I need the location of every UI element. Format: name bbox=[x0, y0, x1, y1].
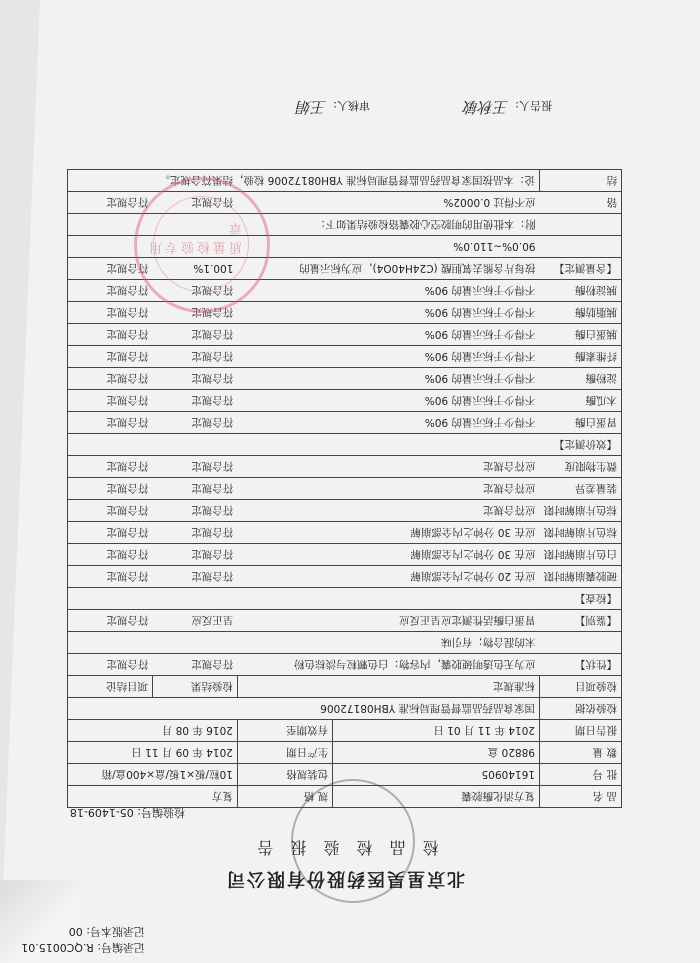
conclusion-text: 论：本品按国家食品药品监督管理局标准 YBH08172006 检验，结果符合规定。 bbox=[68, 170, 540, 192]
result-value: 符合规定 bbox=[152, 346, 237, 368]
basis-label: 检验依据 bbox=[540, 698, 622, 720]
stamp-text: 质量检验专用章 bbox=[145, 220, 242, 254]
result-item: 木瓜酶 bbox=[540, 390, 622, 412]
result-item: 纤维素酶 bbox=[540, 346, 622, 368]
result-conclusion: 符合规定 bbox=[68, 192, 153, 214]
result-item: 【含量测定】 bbox=[540, 258, 622, 280]
result-item: 硬胶囊崩解时限 bbox=[540, 566, 622, 588]
company-name: 北京星昊医药股份有限公司 bbox=[225, 868, 465, 889]
result-standard: 按每片含熊去氧胆酸 (C24H40O4)，应为标示量的 bbox=[237, 258, 539, 280]
info-row-report-date bbox=[68, 720, 622, 742]
info-row-quantity bbox=[68, 742, 622, 764]
result-row bbox=[68, 478, 622, 500]
result-item: 胰蛋白酶 bbox=[540, 324, 622, 346]
result-conclusion: 符合规定 bbox=[68, 412, 153, 434]
result-row bbox=[68, 522, 622, 544]
info-row-batch bbox=[68, 764, 622, 786]
production-date-value: 2014 年 09 月 11 日 bbox=[68, 742, 238, 764]
result-standard: 应在 20 分钟之内全部崩解 bbox=[237, 566, 539, 588]
reviewer-name: 王娟 bbox=[296, 98, 327, 116]
result-standard: 应为无色透明硬胶囊，内容物：白色颗粒与淡棕色粉 bbox=[237, 654, 539, 676]
quantity-label: 数 量 bbox=[540, 742, 622, 764]
result-row bbox=[68, 566, 622, 588]
result-value bbox=[152, 588, 237, 610]
test-number: 检验编号: 05-1409-18 bbox=[69, 806, 185, 819]
result-item: 【鉴别】 bbox=[540, 610, 622, 632]
result-standard: 不得少于标示量的 90% bbox=[237, 412, 539, 434]
result-conclusion: 符合规定 bbox=[68, 346, 153, 368]
result-value bbox=[152, 434, 237, 456]
result-row bbox=[68, 302, 622, 324]
result-conclusion: 符合规定 bbox=[68, 610, 153, 632]
result-standard: 应符合规定 bbox=[237, 478, 539, 500]
basis-value: 国家食品药品监督管理局标准 YBH08172006 bbox=[68, 698, 540, 720]
spec-label: 规 格 bbox=[237, 786, 332, 808]
result-conclusion bbox=[68, 434, 153, 456]
result-value: 符合规定 bbox=[152, 544, 237, 566]
result-value: 符合规定 bbox=[152, 368, 237, 390]
result-item bbox=[540, 214, 622, 236]
quantity-value: 98820 盒 bbox=[333, 742, 540, 764]
result-header-row bbox=[68, 676, 622, 698]
result-item: 棕色片崩解时限 bbox=[540, 522, 622, 544]
result-row bbox=[68, 390, 622, 412]
result-standard: 应不得过 0.0002% bbox=[237, 192, 539, 214]
result-value: 符合规定 bbox=[152, 500, 237, 522]
result-value: 呈正反应 bbox=[152, 610, 237, 632]
col-item-header: 检验项目 bbox=[540, 676, 622, 698]
expiry-label: 有效期至 bbox=[237, 720, 332, 742]
report-date-value: 2014 年 11 月 01 日 bbox=[333, 720, 540, 742]
result-value: 100.1% bbox=[152, 258, 237, 280]
product-name: 复方消化酶胶囊 bbox=[333, 786, 540, 808]
result-row bbox=[68, 500, 622, 522]
reviewer-label: 审核人: bbox=[333, 99, 370, 112]
result-conclusion: 符合规定 bbox=[68, 368, 153, 390]
result-value: 符合规定 bbox=[152, 302, 237, 324]
result-standard: 不得少于标示量的 90% bbox=[237, 346, 539, 368]
result-conclusion: 符合规定 bbox=[68, 280, 153, 302]
result-standard: 不得少于标示量的 90% bbox=[237, 368, 539, 390]
reviewer-signature bbox=[297, 97, 370, 118]
production-date-label: 生产日期 bbox=[237, 742, 332, 764]
result-value: 符合规定 bbox=[152, 192, 237, 214]
result-item bbox=[540, 236, 622, 258]
result-item: 【效价测定】 bbox=[540, 434, 622, 456]
result-value: 符合规定 bbox=[152, 456, 237, 478]
result-conclusion bbox=[68, 632, 153, 654]
record-code-block bbox=[21, 923, 145, 955]
result-item bbox=[540, 632, 622, 654]
result-conclusion: 符合规定 bbox=[68, 522, 153, 544]
result-item: 胰脂肪酶 bbox=[540, 302, 622, 324]
result-standard: 不得少于标示量的 90% bbox=[237, 390, 539, 412]
result-standard bbox=[237, 588, 539, 610]
result-conclusion: 符合规定 bbox=[68, 456, 153, 478]
result-conclusion: 符合规定 bbox=[68, 302, 153, 324]
result-standard: 末的混合物；有引味 bbox=[237, 632, 539, 654]
result-item: 装量差异 bbox=[540, 478, 622, 500]
result-row bbox=[68, 346, 622, 368]
result-row bbox=[68, 324, 622, 346]
result-item: 淀粉酶 bbox=[540, 368, 622, 390]
result-row bbox=[68, 544, 622, 566]
result-conclusion: 符合规定 bbox=[68, 258, 153, 280]
result-item: 棕色片崩解时限 bbox=[540, 500, 622, 522]
reporter-label: 报告人: bbox=[515, 99, 552, 112]
conclusion-label: 结 bbox=[540, 170, 622, 192]
record-number: 记录编号: R.QC0015.01 bbox=[21, 941, 145, 954]
report-date-label: 报告日期 bbox=[540, 720, 622, 742]
result-standard bbox=[237, 434, 539, 456]
result-conclusion: 符合规定 bbox=[68, 390, 153, 412]
result-standard: 应符合规定 bbox=[237, 456, 539, 478]
result-row bbox=[68, 434, 622, 456]
result-value: 符合规定 bbox=[152, 566, 237, 588]
result-conclusion: 符合规定 bbox=[68, 566, 153, 588]
result-value: 符合规定 bbox=[152, 478, 237, 500]
result-standard: 不得少于标示量的 90% bbox=[237, 280, 539, 302]
result-conclusion: 符合规定 bbox=[68, 324, 153, 346]
result-conclusion: 符合规定 bbox=[68, 500, 153, 522]
conclusion-row bbox=[68, 170, 622, 192]
col-conclusion-header: 项目结论 bbox=[68, 676, 153, 698]
result-conclusion bbox=[68, 588, 153, 610]
result-standard: 附：本批使用的明胶空心胶囊铬检验结果如下： bbox=[237, 214, 539, 236]
result-standard: 90.0%~110.0% bbox=[237, 236, 539, 258]
result-conclusion: 符合规定 bbox=[68, 544, 153, 566]
result-standard: 应在 30 分钟之内全部崩解 bbox=[237, 522, 539, 544]
result-value: 符合规定 bbox=[152, 280, 237, 302]
result-row bbox=[68, 456, 622, 478]
result-row bbox=[68, 610, 622, 632]
result-row bbox=[68, 588, 622, 610]
result-standard: 不得少于标示量的 90% bbox=[237, 324, 539, 346]
info-row-product bbox=[68, 786, 622, 808]
spec-value: 复方 bbox=[68, 786, 238, 808]
result-standard: 胃蛋白酶活性测定应呈正反应 bbox=[237, 610, 539, 632]
result-value: 符合规定 bbox=[152, 654, 237, 676]
result-row bbox=[68, 368, 622, 390]
quality-inspection-stamp bbox=[134, 177, 270, 313]
result-value: 符合规定 bbox=[152, 412, 237, 434]
result-standard: 应符合规定 bbox=[237, 500, 539, 522]
record-version: 记录版本号: 00 bbox=[68, 925, 145, 938]
col-result-header: 检验结果 bbox=[152, 676, 237, 698]
result-standard: 应在 30 分钟之内全部崩解 bbox=[237, 544, 539, 566]
result-item: 【性状】 bbox=[540, 654, 622, 676]
result-row bbox=[68, 412, 622, 434]
batch-value: 16140905 bbox=[333, 764, 540, 786]
report-title: 检 品 检 验 报 告 bbox=[251, 838, 439, 857]
result-item: 微生物限度 bbox=[540, 456, 622, 478]
result-item: 胃蛋白酶 bbox=[540, 412, 622, 434]
result-item: 胰淀粉酶 bbox=[540, 280, 622, 302]
result-standard: 不得少于标示量的 90% bbox=[237, 302, 539, 324]
result-row bbox=[68, 632, 622, 654]
expiry-value: 2016 年 08 月 bbox=[68, 720, 238, 742]
result-row bbox=[68, 654, 622, 676]
result-item: 【检查】 bbox=[540, 588, 622, 610]
result-conclusion: 符合规定 bbox=[68, 654, 153, 676]
product-name-label: 品 名 bbox=[540, 786, 622, 808]
col-standard-header: 标准规定 bbox=[237, 676, 539, 698]
reporter-name: 王秋敏 bbox=[463, 98, 509, 116]
batch-label: 批 号 bbox=[540, 764, 622, 786]
result-item: 铬 bbox=[540, 192, 622, 214]
result-value: 符合规定 bbox=[152, 324, 237, 346]
result-value: 符合规定 bbox=[152, 390, 237, 412]
reporter-signature bbox=[464, 97, 552, 118]
info-row-basis bbox=[68, 698, 622, 720]
result-item: 白色片崩解时限 bbox=[540, 544, 622, 566]
result-value bbox=[152, 632, 237, 654]
result-conclusion: 符合规定 bbox=[68, 478, 153, 500]
result-value: 符合规定 bbox=[152, 522, 237, 544]
package-spec-label: 包装规格 bbox=[237, 764, 332, 786]
package-spec-value: 10粒/板×1板/盒×400盒/箱 bbox=[68, 764, 238, 786]
